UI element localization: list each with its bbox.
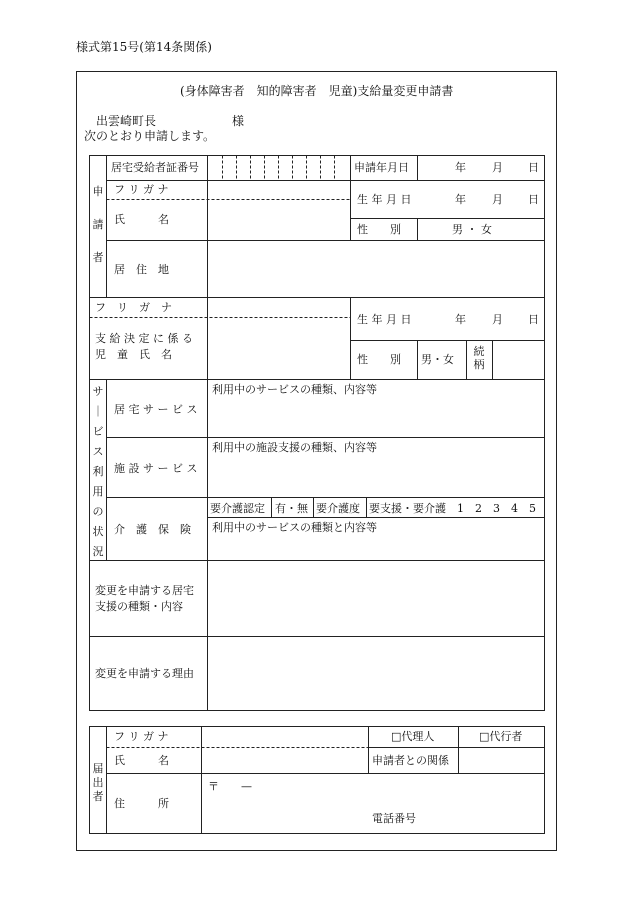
care-level-label: 要介護度 [316,502,360,515]
applicant-name-label: 氏 名 [114,213,169,226]
child-gender-label: 性 別 [357,353,401,366]
proxy-option-checkbox[interactable]: □代行者 [479,730,523,743]
notifier-address-label: 住 所 [114,797,169,810]
form-number: 様式第15号(第14条関係) [76,40,212,54]
applicant-furigana-label: フ リ ガ ナ [114,183,169,196]
request-line: 次のとおり申請します。 [84,129,216,143]
application-day-label: 日 [528,161,539,174]
notifier-furigana-label: フ リ ガ ナ [114,730,169,743]
child-name-label-line1: 支 給 決 定 に 係 る [95,332,193,345]
child-birth-day-label: 日 [528,313,539,326]
addressee-honorific: 様 [232,114,245,128]
applicant-gender-options: 男 ・ 女 [452,223,492,236]
applicant-birth-day-label: 日 [528,193,539,206]
care-service-note: 利用中のサービスの種類と内容等 [212,521,377,534]
applicant-address-label: 居 住 地 [114,263,169,276]
care-level-options: 要支援・要介護 1 2 3 4 5 [369,502,536,515]
relation-to-applicant-label: 申請者との関係 [372,754,449,767]
applicant-section-label: 申 請 者 [92,185,104,264]
child-birth-date-label: 生 年 月 日 [357,313,412,326]
agent-option-checkbox[interactable]: □代理人 [391,730,435,743]
phone-number-label: 電話番号 [372,812,416,825]
form-title: (身体障害者 知的障害者 児童)支給量変更申請書 [180,84,454,98]
postal-code-mark: 〒 — [208,780,252,793]
facility-service-note: 利用中の施設支援の種類、内容等 [212,441,377,454]
service-status-section-label: サ ｜ ビ ス 利 用 の 状 況 [92,385,104,558]
home-service-label: 居 宅 サ ー ビ ス [114,403,198,416]
child-relation-label: 続 柄 [473,345,485,371]
change-support-label-line1: 変更を申請する居宅 [95,584,194,597]
home-service-note: 利用中のサービスの種類、内容等 [212,383,377,396]
child-birth-year-label: 年 [455,313,466,326]
change-support-label-line2: 支援の種類・内容 [95,600,183,613]
notifier-name-label: 氏 名 [114,754,169,767]
application-month-label: 月 [492,161,503,174]
notifier-section-label: 届 出 者 [92,762,104,803]
applicant-birth-month-label: 月 [492,193,503,206]
child-name-label-line2: 児 童 氏 名 [95,348,172,361]
certificate-number-label: 居宅受給者証番号 [111,161,199,174]
child-gender-options: 男・女 [421,353,454,366]
facility-service-label: 施 設 サ ー ビ ス [114,462,198,475]
application-year-label: 年 [455,161,466,174]
child-birth-month-label: 月 [492,313,503,326]
care-cert-label: 要介護認定 [210,502,265,515]
care-insurance-label: 介 護 保 険 [114,523,191,536]
applicant-birth-year-label: 年 [455,193,466,206]
change-reason-label: 変更を申請する理由 [95,667,194,680]
applicant-birth-date-label: 生 年 月 日 [357,193,412,206]
applicant-gender-label: 性 別 [357,223,401,236]
child-furigana-label: フ リ ガ ナ [95,301,172,314]
application-date-label: 申請年月日 [354,161,409,174]
care-cert-options: 有・無 [275,502,308,515]
addressee-mayor: 出雲崎町長 [96,114,157,128]
